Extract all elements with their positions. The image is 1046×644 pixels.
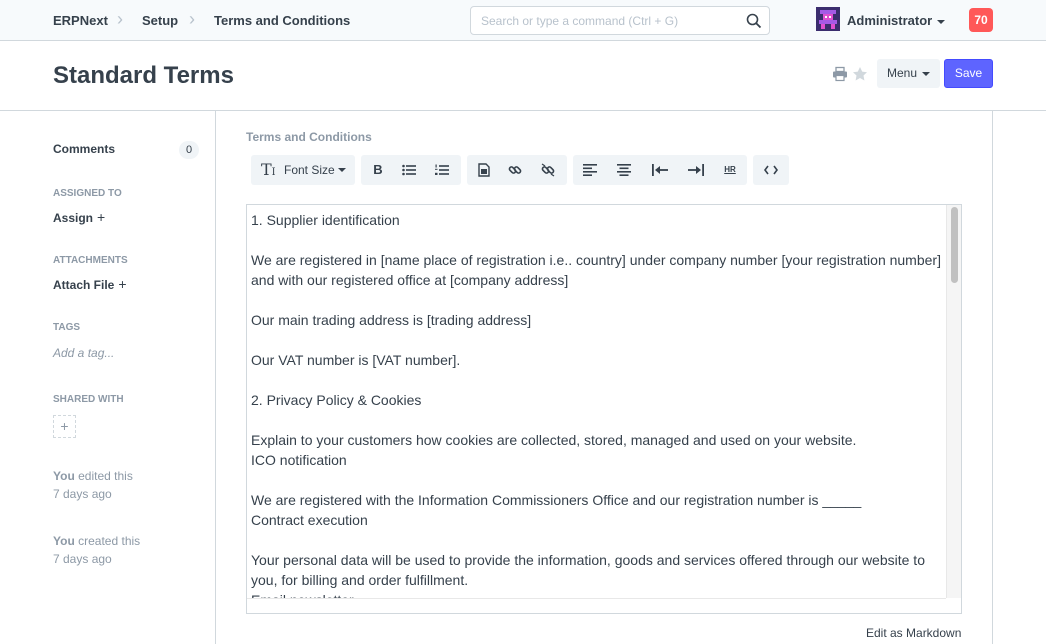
- numbered-list-button[interactable]: [427, 155, 457, 185]
- save-button[interactable]: Save: [944, 59, 993, 88]
- star-icon[interactable]: [852, 66, 868, 82]
- breadcrumb-terms[interactable]: Terms and Conditions: [214, 13, 351, 28]
- editor-paragraph: We are registered with the Information Commissioners Office and our registration number is _____: [251, 492, 862, 508]
- code-icon: [764, 165, 778, 175]
- activity-user: You: [53, 469, 75, 483]
- align-center-icon: [617, 164, 631, 176]
- activity-action: created this: [78, 534, 141, 548]
- edit-as-markdown-link[interactable]: Edit as Markdown: [866, 626, 962, 640]
- link-icon: [508, 163, 522, 177]
- unlink-icon: [541, 163, 555, 177]
- menu-button[interactable]: [877, 59, 940, 88]
- insert-image-button[interactable]: [469, 155, 499, 185]
- toolbar-group-code: [753, 155, 789, 185]
- editor-content[interactable]: [247, 205, 947, 599]
- editor-paragraph: Your personal data will be used to provide the information, goods and services offered through our website to you, for billing and order fulfillment.: [251, 552, 925, 588]
- breadcrumb-erpnext[interactable]: ERPNext: [53, 13, 108, 28]
- attach-label: Attach File: [53, 278, 115, 292]
- chevron-down-icon: [922, 72, 930, 76]
- editor-paragraph: [251, 290, 943, 310]
- avatar-image: [816, 7, 840, 31]
- code-view-button[interactable]: [756, 155, 786, 185]
- page-title: Standard Terms: [53, 62, 234, 89]
- outdent-button[interactable]: [645, 155, 675, 185]
- indent-icon: [688, 164, 704, 176]
- plus-icon: +: [118, 276, 127, 292]
- editor-vertical-scrollbar[interactable]: [946, 205, 961, 598]
- assigned-to-heading: ASSIGNED TO: [53, 188, 122, 199]
- activity-time: 7 days ago: [53, 487, 112, 501]
- font-size-label: Font Size: [284, 163, 335, 177]
- chevron-down-icon: [937, 20, 945, 24]
- font-size-dropdown[interactable]: [251, 155, 355, 185]
- breadcrumb-separator-icon: ›: [189, 9, 195, 29]
- shared-with-heading: SHARED WITH: [53, 394, 124, 405]
- notification-badge[interactable]: 70: [969, 8, 993, 32]
- editor-paragraph: [251, 230, 943, 250]
- activity-action: edited this: [78, 469, 133, 483]
- plus-icon: +: [97, 209, 106, 225]
- activity-user: You: [53, 534, 75, 548]
- page-head: [0, 41, 1046, 111]
- editor-paragraph: [251, 370, 943, 390]
- chevron-down-icon: [338, 168, 346, 172]
- align-center-button[interactable]: [609, 155, 639, 185]
- bold-button[interactable]: [363, 155, 393, 185]
- indent-button[interactable]: [681, 155, 711, 185]
- activity-item: [53, 467, 133, 503]
- file-image-icon: [478, 163, 490, 177]
- layout-divider: [992, 111, 993, 644]
- tags-heading: TAGS: [53, 322, 81, 333]
- user-name: Administrator: [847, 13, 933, 28]
- search-placeholder: Search or type a command (Ctrl + G): [481, 14, 679, 28]
- toolbar-group-align: [573, 155, 747, 185]
- search-icon[interactable]: [745, 12, 763, 30]
- rich-text-editor[interactable]: [246, 204, 962, 614]
- user-avatar[interactable]: [816, 7, 840, 31]
- toolbar-group-format: [361, 155, 461, 185]
- comments-count-badge: 0: [179, 141, 199, 159]
- breadcrumb-setup[interactable]: Setup: [142, 13, 179, 28]
- horizontal-rule-button[interactable]: [715, 155, 745, 185]
- scrollbar-thumb[interactable]: [951, 207, 958, 283]
- insert-link-button[interactable]: [500, 155, 530, 185]
- editor-paragraph: Explain to your customers how cookies are collected, stored, managed and used on your website.: [251, 432, 857, 448]
- add-share-button[interactable]: [53, 415, 76, 438]
- editor-paragraph: Contract execution: [251, 512, 368, 528]
- editor-paragraph: We are registered in [name place of registration i.e.. country] under company number [your registration number] and with our registered office at [company address]: [251, 252, 941, 288]
- attachments-heading: ATTACHMENTS: [53, 255, 128, 266]
- top-navbar: [0, 0, 1046, 41]
- numbered-list-icon: [435, 164, 449, 176]
- align-left-button[interactable]: [575, 155, 605, 185]
- add-tag-input[interactable]: Add a tag...: [53, 346, 115, 360]
- menu-label: Menu: [886, 66, 918, 80]
- assign-label: Assign: [53, 211, 94, 225]
- editor-paragraph: [251, 330, 943, 350]
- editor-paragraph: Our main trading address is [trading address]: [251, 312, 532, 328]
- user-menu[interactable]: [847, 13, 945, 28]
- breadcrumb-separator-icon: ›: [117, 9, 123, 29]
- bold-icon: B: [373, 162, 383, 177]
- text-height-icon: TI: [261, 160, 276, 179]
- editor-paragraph: [251, 530, 943, 550]
- horizontal-rule-icon: HR: [724, 165, 736, 174]
- unlink-button[interactable]: [533, 155, 563, 185]
- outdent-icon: [652, 164, 668, 176]
- editor-paragraph: ICO notification: [251, 452, 347, 468]
- assign-button[interactable]: [53, 209, 105, 225]
- toolbar-group-insert: [467, 155, 567, 185]
- editor-paragraph: [251, 410, 943, 430]
- editor-horizontal-scrollbar: [247, 598, 946, 613]
- align-left-icon: [583, 164, 597, 176]
- editor-paragraph: 1. Supplier identification: [251, 212, 400, 228]
- toolbar-group-font: [251, 155, 355, 185]
- print-icon[interactable]: [832, 67, 848, 81]
- field-label: Terms and Conditions: [246, 130, 372, 144]
- attach-file-button[interactable]: [53, 276, 127, 292]
- bullet-list-button[interactable]: [394, 155, 424, 185]
- editor-paragraph: Our VAT number is [VAT number].: [251, 352, 461, 368]
- activity-item: [53, 532, 140, 568]
- editor-paragraph: 2. Privacy Policy & Cookies: [251, 392, 422, 408]
- editor-paragraph: [251, 470, 943, 490]
- form-sidebar: [0, 111, 216, 644]
- comments-link[interactable]: Comments: [53, 142, 116, 156]
- search-input[interactable]: [470, 6, 770, 35]
- plus-icon: +: [60, 418, 69, 434]
- bullet-list-icon: [402, 164, 416, 176]
- activity-time: 7 days ago: [53, 552, 112, 566]
